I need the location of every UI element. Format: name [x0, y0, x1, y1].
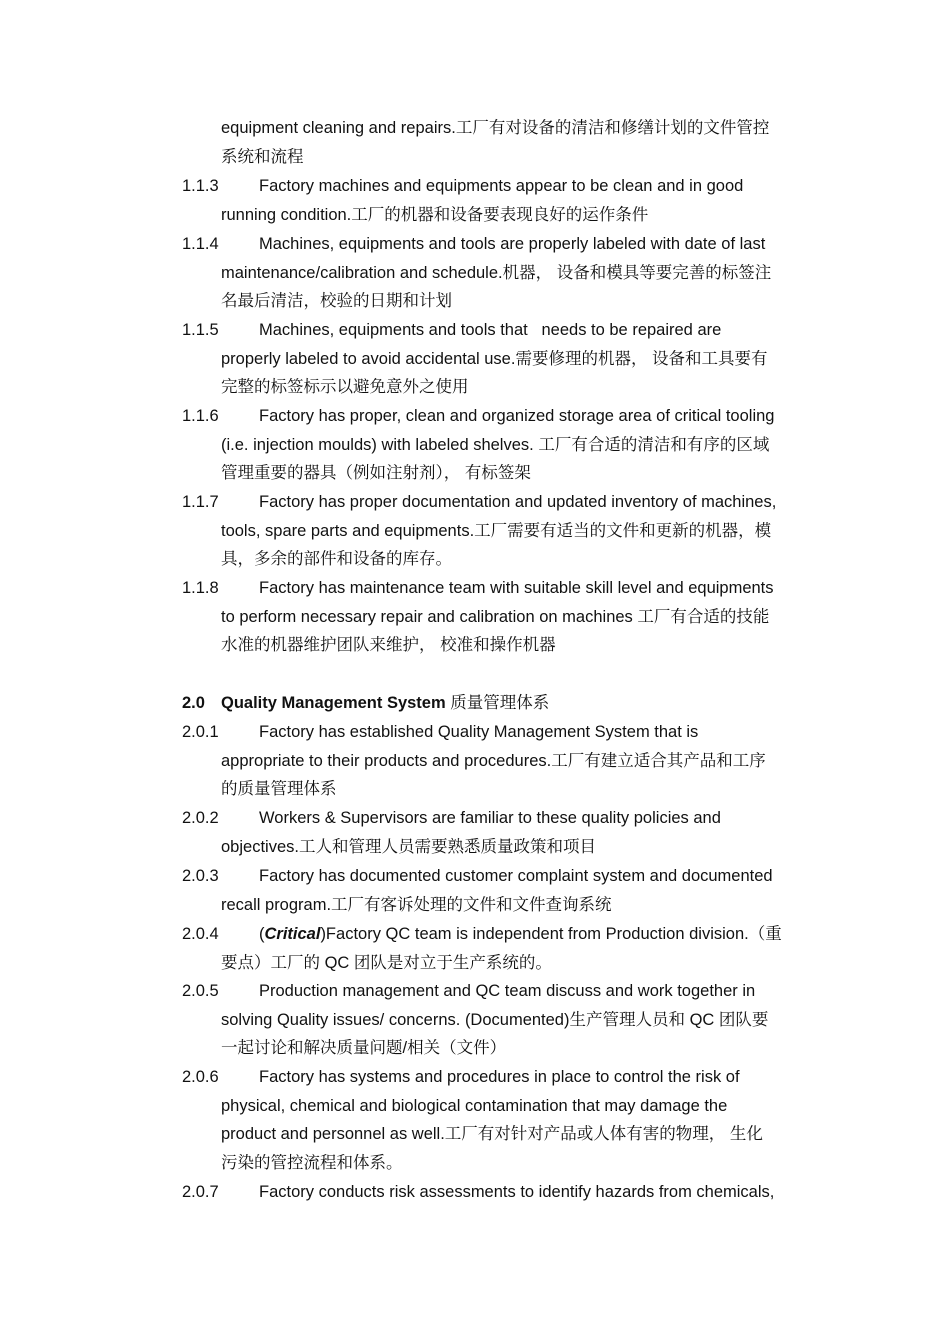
item-number: 1.1.8	[182, 579, 219, 597]
item-number: 1.1.3	[182, 177, 219, 195]
list-item-1-1-7	[182, 488, 812, 574]
item-number: 1.1.5	[182, 321, 219, 339]
item-rest-line: to perform necessary repair and calibration on machines 工厂有合适的技能	[221, 607, 770, 626]
item-first-line: )Factory QC team is independent from Production division.（重	[320, 925, 782, 943]
item-first-line: Machines, equipments and tools are properly labeled with date of last	[259, 235, 766, 253]
item-first-line: Production management and QC team discuss and work together in	[259, 982, 756, 1000]
item-number: 2.0.6	[182, 1068, 219, 1086]
item-number: 1.1.7	[182, 493, 219, 511]
item-first-line: Factory has proper, clean and organized storage area of critical tooling	[259, 407, 775, 425]
item-rest-line: running condition.工厂的机器和设备要表现良好的运作条件	[221, 205, 649, 224]
item-rest-line: (i.e. injection moulds) with labeled shelves. 工厂有合适的清洁和有序的区域	[221, 435, 770, 454]
list-item-1-1-4	[182, 230, 812, 316]
item-rest-line: objectives.工人和管理人员需要熟悉质量政策和项目	[221, 837, 596, 856]
list-item-2-0-5	[182, 977, 812, 1063]
section-number: 2.0	[182, 694, 205, 712]
item-rest-line: appropriate to their products and procedures.工厂有建立适合其产品和工序	[221, 751, 766, 770]
item-rest-line: properly labeled to avoid accidental use.需要修理的机器， 设备和工具要有	[221, 349, 768, 368]
item-rest-line: 的质量管理体系	[221, 780, 337, 799]
item-rest-line: 名最后清洁，校验的日期和计划	[221, 292, 452, 311]
item-rest-line: physical, chemical and biological contamination that may damage the	[221, 1096, 728, 1115]
item-rest-line: 管理重要的器具（例如注射剂）， 有标签架	[221, 464, 531, 483]
item-rest-line: 一起讨论和解决质量问题/相关（文件）	[221, 1039, 507, 1058]
list-item-1-1-6	[182, 402, 812, 488]
item-rest-line: 具，多余的部件和设备的库存。	[221, 550, 452, 569]
list-item-2-0-3	[182, 862, 812, 919]
list-item-1-1-8	[182, 574, 812, 660]
continuation-paragraph	[221, 114, 813, 171]
list-item-1-1-5	[182, 316, 812, 402]
item-rest-line: 水准的机器维护团队来维护， 校准和操作机器	[221, 636, 556, 655]
item-number: 2.0.4	[182, 925, 219, 943]
section-title: Quality Management System	[221, 694, 446, 712]
list-item-2-0-4	[182, 920, 812, 977]
list-item-2-0-2	[182, 804, 812, 861]
item-number: 2.0.5	[182, 982, 219, 1000]
item-first-line: Factory has maintenance team with suitable skill level and equipments	[259, 579, 774, 597]
section-title-cn: 质量管理体系	[445, 694, 550, 712]
item-number: 2.0.2	[182, 809, 219, 827]
item-first-line: Factory has systems and procedures in place to control the risk of	[259, 1068, 740, 1086]
list-item-1-1-3	[182, 172, 812, 229]
item-first-line: Factory has proper documentation and updated inventory of machines,	[259, 493, 777, 511]
list-item-2-0-6	[182, 1063, 812, 1178]
item-rest-line: tools, spare parts and equipments.工厂需要有适当的文件和更新的机器，模	[221, 521, 772, 540]
item-number: 2.0.7	[182, 1183, 219, 1201]
item-first-line: Factory machines and equipments appear to be clean and in good	[259, 177, 744, 195]
item-number: 2.0.3	[182, 867, 219, 885]
item-rest-line: product and personnel as well.工厂有对针对产品或人体有害的物理， 生化	[221, 1125, 763, 1144]
item-first-line: Factory has documented customer complaint system and documented	[259, 867, 773, 885]
item-rest-line: solving Quality issues/ concerns. (Documented)生产管理人员和 QC 团队要	[221, 1010, 769, 1029]
item-number: 2.0.1	[182, 723, 219, 741]
item-number: 1.1.4	[182, 235, 219, 253]
item-first-line: Factory conducts risk assessments to identify hazards from chemicals,	[259, 1183, 775, 1201]
list-item-2-0-1	[182, 718, 812, 804]
section-heading-2-0	[182, 689, 812, 718]
critical-label: Critical	[264, 925, 321, 943]
continuation-line-1: equipment cleaning and repairs.工厂有对设备的清洁和修缮计划的文件管控	[221, 119, 770, 137]
item-rest-line: 要点）工厂的 QC 团队是对立于生产系统的。	[221, 953, 552, 972]
paren-open: (	[259, 925, 265, 943]
item-first-line: Factory has established Quality Management System that is	[259, 723, 699, 741]
continuation-line-2: 系统和流程	[221, 147, 304, 166]
item-rest-line: 完整的标签标示以避免意外之使用	[221, 378, 469, 397]
item-number: 1.1.6	[182, 407, 219, 425]
item-rest-line: recall program.工厂有客诉处理的文件和文件查询系统	[221, 895, 612, 914]
item-first-line: Workers & Supervisors are familiar to these quality policies and	[259, 809, 721, 827]
item-rest-line: 污染的管控流程和体系。	[221, 1154, 403, 1173]
item-rest-line: maintenance/calibration and schedule.机器， 设备和模具等要完善的标签注	[221, 263, 772, 282]
list-item-2-0-7	[182, 1178, 812, 1207]
item-first-line: Machines, equipments and tools that needs to be repaired are	[259, 321, 722, 339]
